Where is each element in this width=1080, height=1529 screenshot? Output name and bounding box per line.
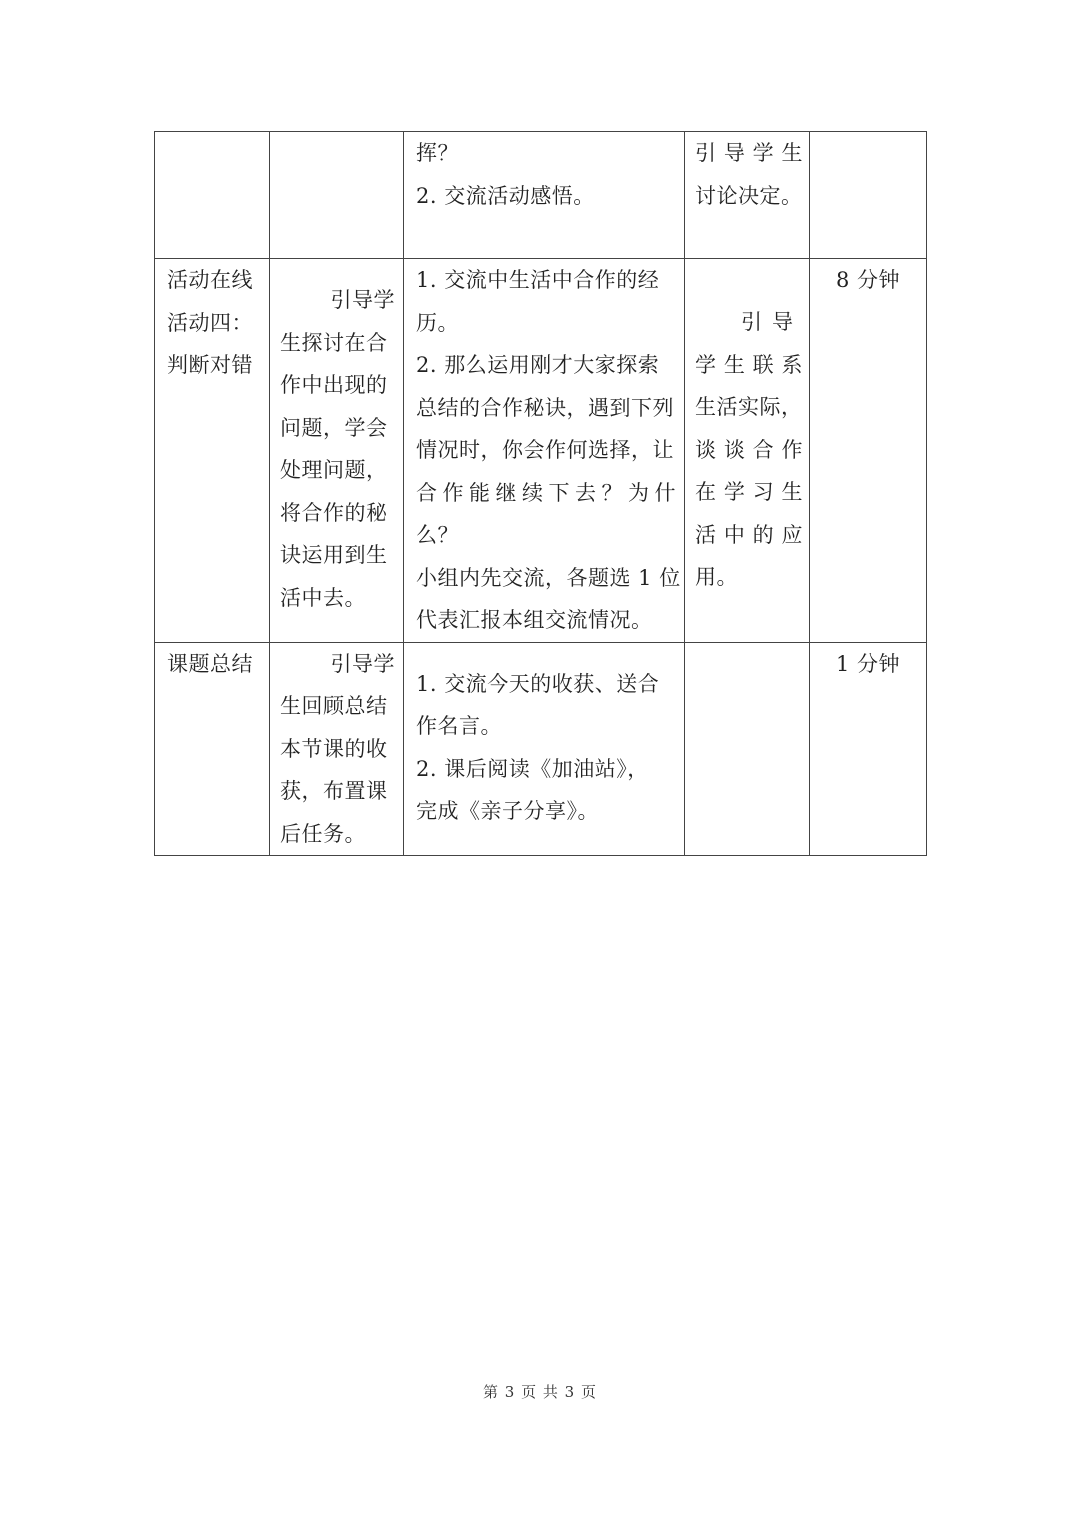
process-line: 合作能继续下去？为什: [416, 480, 676, 505]
process-line: 小组内先交流，各题选 1 位: [416, 565, 681, 590]
process-line: 总结的合作秘诀，遇到下列: [416, 395, 674, 420]
process-line: 完成《亲子分享》。: [416, 799, 599, 823]
teacher-line: 引导学生: [695, 141, 803, 165]
teacher-line: 谈谈合作: [695, 437, 803, 462]
page-number-footer: 第 3 页 共 3 页: [483, 1383, 597, 1401]
teacher-line: 在学习生: [695, 480, 803, 504]
process-line: 情况时，你会作何选择，让: [416, 438, 674, 462]
process-line: 2. 课后阅读《加油站》，: [416, 756, 649, 781]
teacher-line: 讨论决定。: [695, 183, 803, 208]
table-row: [155, 642, 927, 856]
purpose-line: 引导学: [330, 288, 395, 312]
purpose-cell: [270, 259, 404, 643]
teacher-cell: [685, 642, 810, 856]
lesson-plan-table: [154, 131, 927, 856]
teacher-line: 活中的应: [695, 522, 803, 547]
table-row: [155, 132, 927, 259]
process-cell: [404, 259, 685, 643]
time-cell: [810, 259, 927, 643]
table-row: [155, 259, 927, 643]
purpose-line: 获，布置课: [280, 779, 388, 803]
process-cell: [404, 642, 685, 856]
activity-cell: [155, 132, 270, 259]
purpose-line: 诀运用到生: [280, 543, 388, 567]
purpose-line: 处理问题，: [280, 458, 388, 482]
purpose-line: 将合作的秘: [280, 500, 388, 525]
purpose-line: 后任务。: [280, 821, 366, 846]
activity-line: 活动在线: [167, 268, 253, 292]
activity-cell: [155, 259, 270, 643]
process-line: 历。: [416, 310, 459, 335]
purpose-line: 生回顾总结: [280, 694, 388, 718]
time-cell: [810, 132, 927, 259]
teacher-cell: [685, 259, 810, 643]
purpose-line: 活中去。: [280, 585, 366, 610]
teacher-line: 生活实际，: [695, 395, 803, 419]
activity-line: 活动四：: [167, 310, 253, 335]
purpose-cell: [270, 132, 404, 259]
teacher-line: 引导: [741, 310, 803, 334]
purpose-line: 问题，学会: [280, 415, 388, 440]
purpose-cell: [270, 642, 404, 856]
teacher-cell: [685, 132, 810, 259]
activity-cell: [155, 642, 270, 856]
process-line: 么？: [416, 523, 459, 547]
activity-line: 判断对错: [167, 353, 253, 377]
purpose-line: 生探讨在合: [280, 330, 388, 355]
process-line: 作名言。: [416, 714, 502, 738]
activity-line: 课题总结: [167, 651, 253, 676]
purpose-line: 引导学: [330, 651, 395, 676]
process-line: 2. 那么运用刚才大家探索: [416, 353, 660, 377]
process-line: 代表汇报本组交流情况。: [416, 608, 653, 632]
process-line: 1. 交流今天的收获、送合: [416, 671, 660, 696]
teacher-line: 用。: [695, 565, 738, 589]
purpose-line: 作中出现的: [280, 373, 388, 397]
process-line: 1. 交流中生活中合作的经: [416, 268, 660, 292]
time-value: 8 分钟: [835, 268, 901, 292]
process-line: 2. 交流活动感悟。: [416, 183, 595, 208]
process-cell: [404, 132, 685, 259]
teacher-line: 学生联系: [695, 352, 803, 377]
process-line: 挥？: [416, 141, 459, 165]
time-cell: [810, 642, 927, 856]
purpose-line: 本节课的收: [280, 736, 388, 761]
time-value: 1 分钟: [835, 651, 901, 676]
